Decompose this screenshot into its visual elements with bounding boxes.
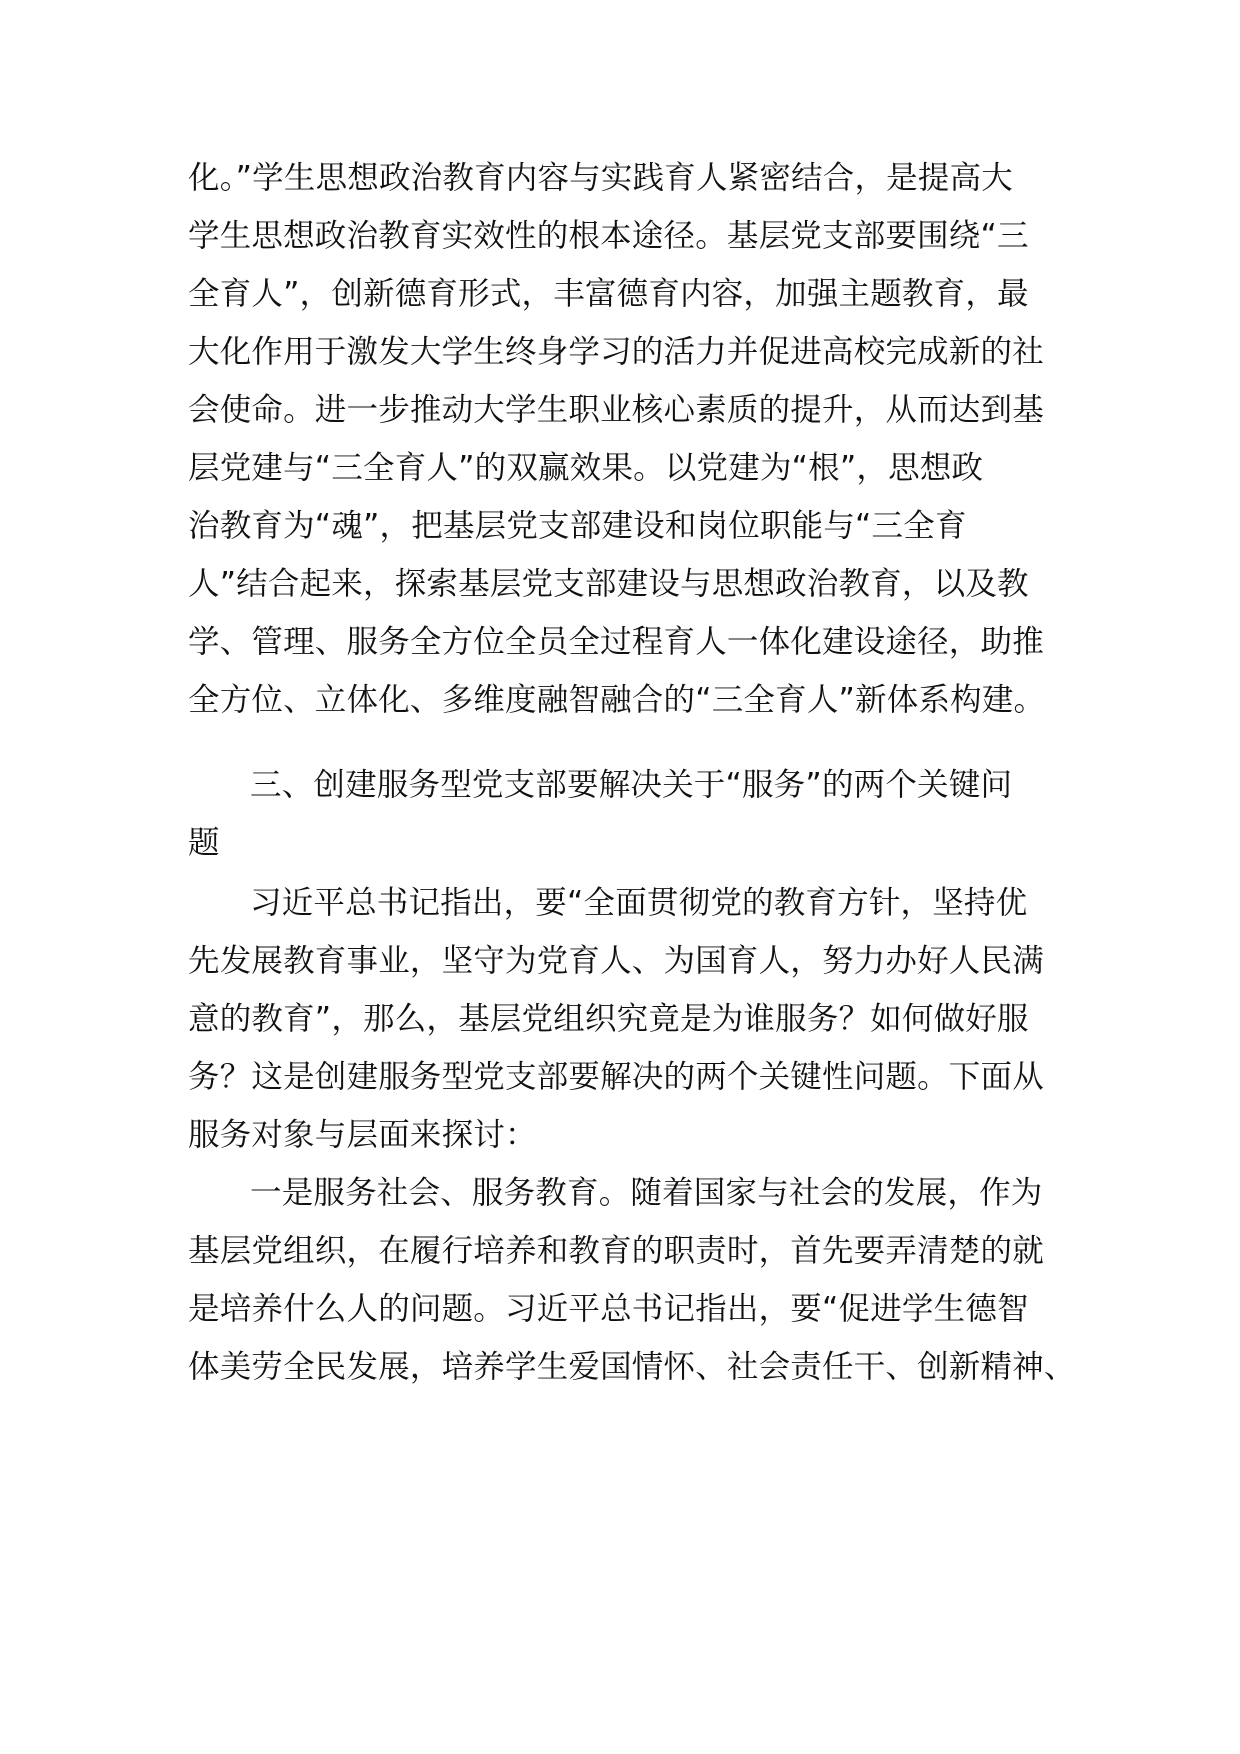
text-line: 意的教育”，那么，基层党组织究竟是为谁服务？如何做好服	[188, 1001, 1029, 1037]
text-line: 治教育为“魂”，把基层党支部建设和岗位职能与“三全育	[188, 508, 967, 544]
text-line: 体美劳全民发展，培养学生爱国情怀、社会责任干、创新精神、	[188, 1349, 1076, 1385]
section-heading: 三、创建服务型党支部要解决关于“服务”的两个关键问	[250, 767, 1013, 803]
text-line: 层党建与“三全育人”的双赢效果。以党建为“根”，思想政	[188, 450, 984, 486]
section-heading-continuation: 题	[188, 825, 220, 861]
text-line: 大化作用于激发大学生终身学习的活力并促进高校完成新的社	[188, 334, 1044, 370]
text-line: 服务对象与层面来探讨：	[188, 1117, 537, 1153]
text-line: 是培养什么人的问题。习近平总书记指出，要“促进学生德智	[188, 1291, 1029, 1327]
text-line: 会使命。进一步推动大学生职业核心素质的提升，从而达到基	[188, 392, 1044, 428]
text-line: 先发展教育事业，坚守为党育人、为国育人，努力办好人民满	[188, 943, 1044, 979]
text-line: 全方位、立体化、多维度融智融合的“三全育人”新体系构建。	[188, 682, 1046, 718]
text-line: 务？这是创建服务型党支部要解决的两个关键性问题。下面从	[188, 1059, 1044, 1095]
text-line: 学生思想政治教育实效性的根本途径。基层党支部要围绕“三	[188, 218, 1029, 254]
text-line: 习近平总书记指出，要“全面贯彻党的教育方针，坚持优	[250, 885, 1028, 921]
text-line: 全育人”，创新德育形式，丰富德育内容，加强主题教育，最	[188, 276, 1029, 312]
text-line: 一是服务社会、服务教育。随着国家与社会的发展，作为	[250, 1175, 1043, 1211]
text-line: 基层党组织，在履行培养和教育的职责时，首先要弄清楚的就	[188, 1233, 1044, 1269]
text-line: 人”结合起来，探索基层党支部建设与思想政治教育，以及教	[188, 566, 1029, 602]
text-line: 学、管理、服务全方位全员全过程育人一体化建设途径，助推	[188, 624, 1044, 660]
text-line: 化。”学生思想政治教育内容与实践育人紧密结合，是提高大	[188, 160, 1013, 196]
